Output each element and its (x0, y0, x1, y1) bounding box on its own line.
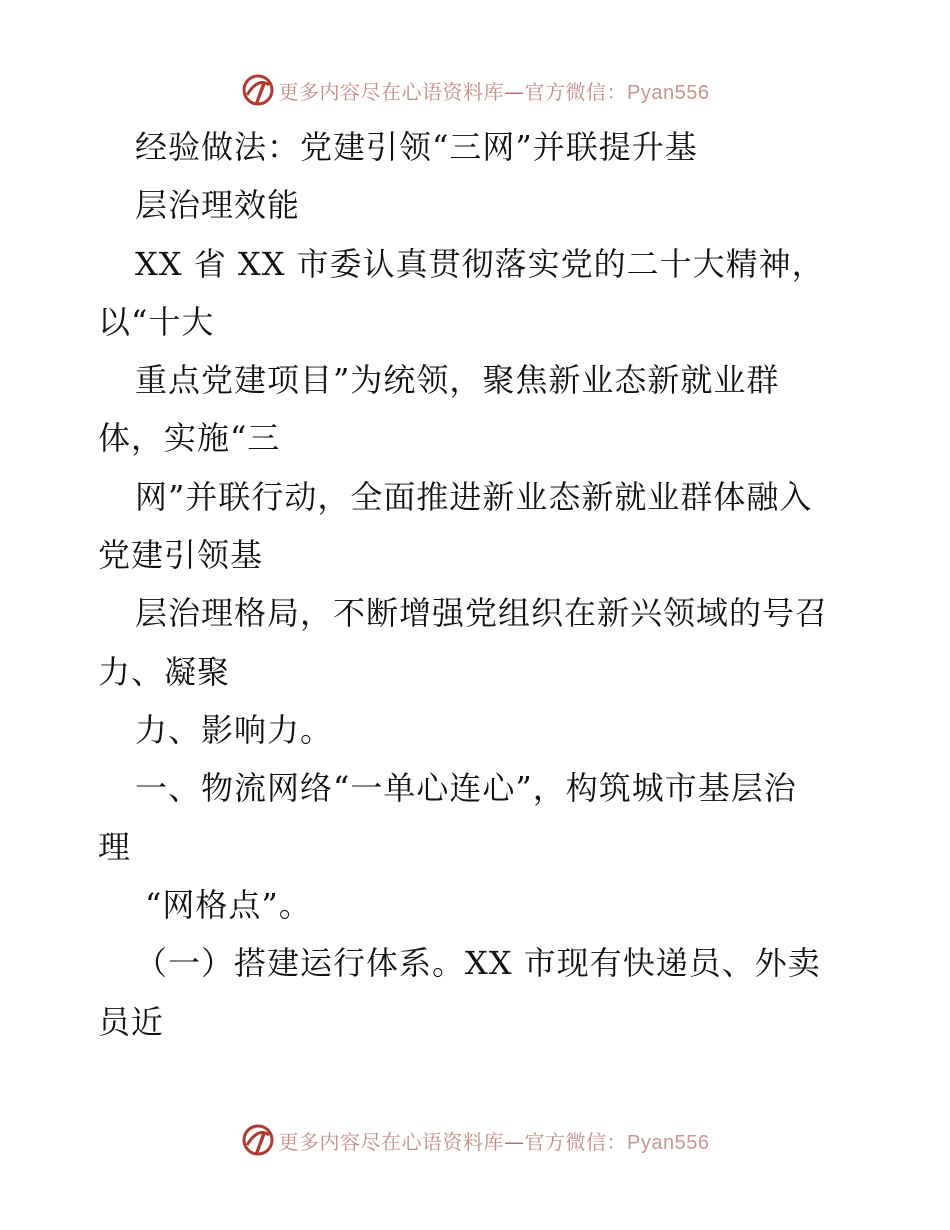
doc-line: 一、物流网络“一单心连心”，构筑城市基层治 (135, 769, 797, 807)
doc-line: 力、影响力。 (135, 711, 334, 749)
doc-line: XX 省 XX 市委认真贯彻落实党的二十大精神， (135, 245, 825, 283)
doc-line: （一）搭建运行体系。XX 市现有快递员、外卖 (135, 944, 821, 982)
logo-icon (241, 73, 275, 107)
footer-watermark (0, 1120, 950, 1160)
footer-account: Pyan556 (627, 1131, 710, 1154)
doc-line: 党建引领基 (98, 536, 264, 574)
header-dash: — (504, 79, 525, 104)
doc-line: 层治理效能 (135, 186, 301, 224)
doc-line: 以“十大 (98, 303, 215, 341)
doc-line: 网”并联行动，全面推进新业态新就业群体融入 (135, 478, 813, 516)
doc-line: 体，实施“三 (98, 419, 281, 457)
doc-line: 员近 (98, 1003, 165, 1041)
footer-watermark-text (279, 1126, 710, 1155)
footer-label: 官方微信： (524, 1129, 628, 1154)
doc-line: “网格点”。 (145, 886, 312, 924)
header-watermark-text (279, 76, 710, 105)
footer-prefix: 更多内容尽在心语资料库 (278, 1129, 505, 1154)
header-account: Pyan556 (627, 81, 710, 104)
header-prefix: 更多内容尽在心语资料库 (278, 79, 505, 104)
doc-line: 层治理格局，不断增强党组织在新兴领域的号召 (135, 594, 829, 632)
logo-icon (241, 1123, 275, 1157)
footer-dash: — (504, 1129, 525, 1154)
doc-line: 力、凝聚 (98, 653, 231, 691)
header-label: 官方微信： (524, 79, 628, 104)
doc-line: 重点党建项目”为统领，聚焦新业态新就业群 (135, 361, 780, 399)
doc-line: 经验做法：党建引领“三网”并联提升基 (135, 128, 698, 166)
header-watermark (0, 70, 950, 110)
doc-line: 理 (98, 828, 132, 866)
